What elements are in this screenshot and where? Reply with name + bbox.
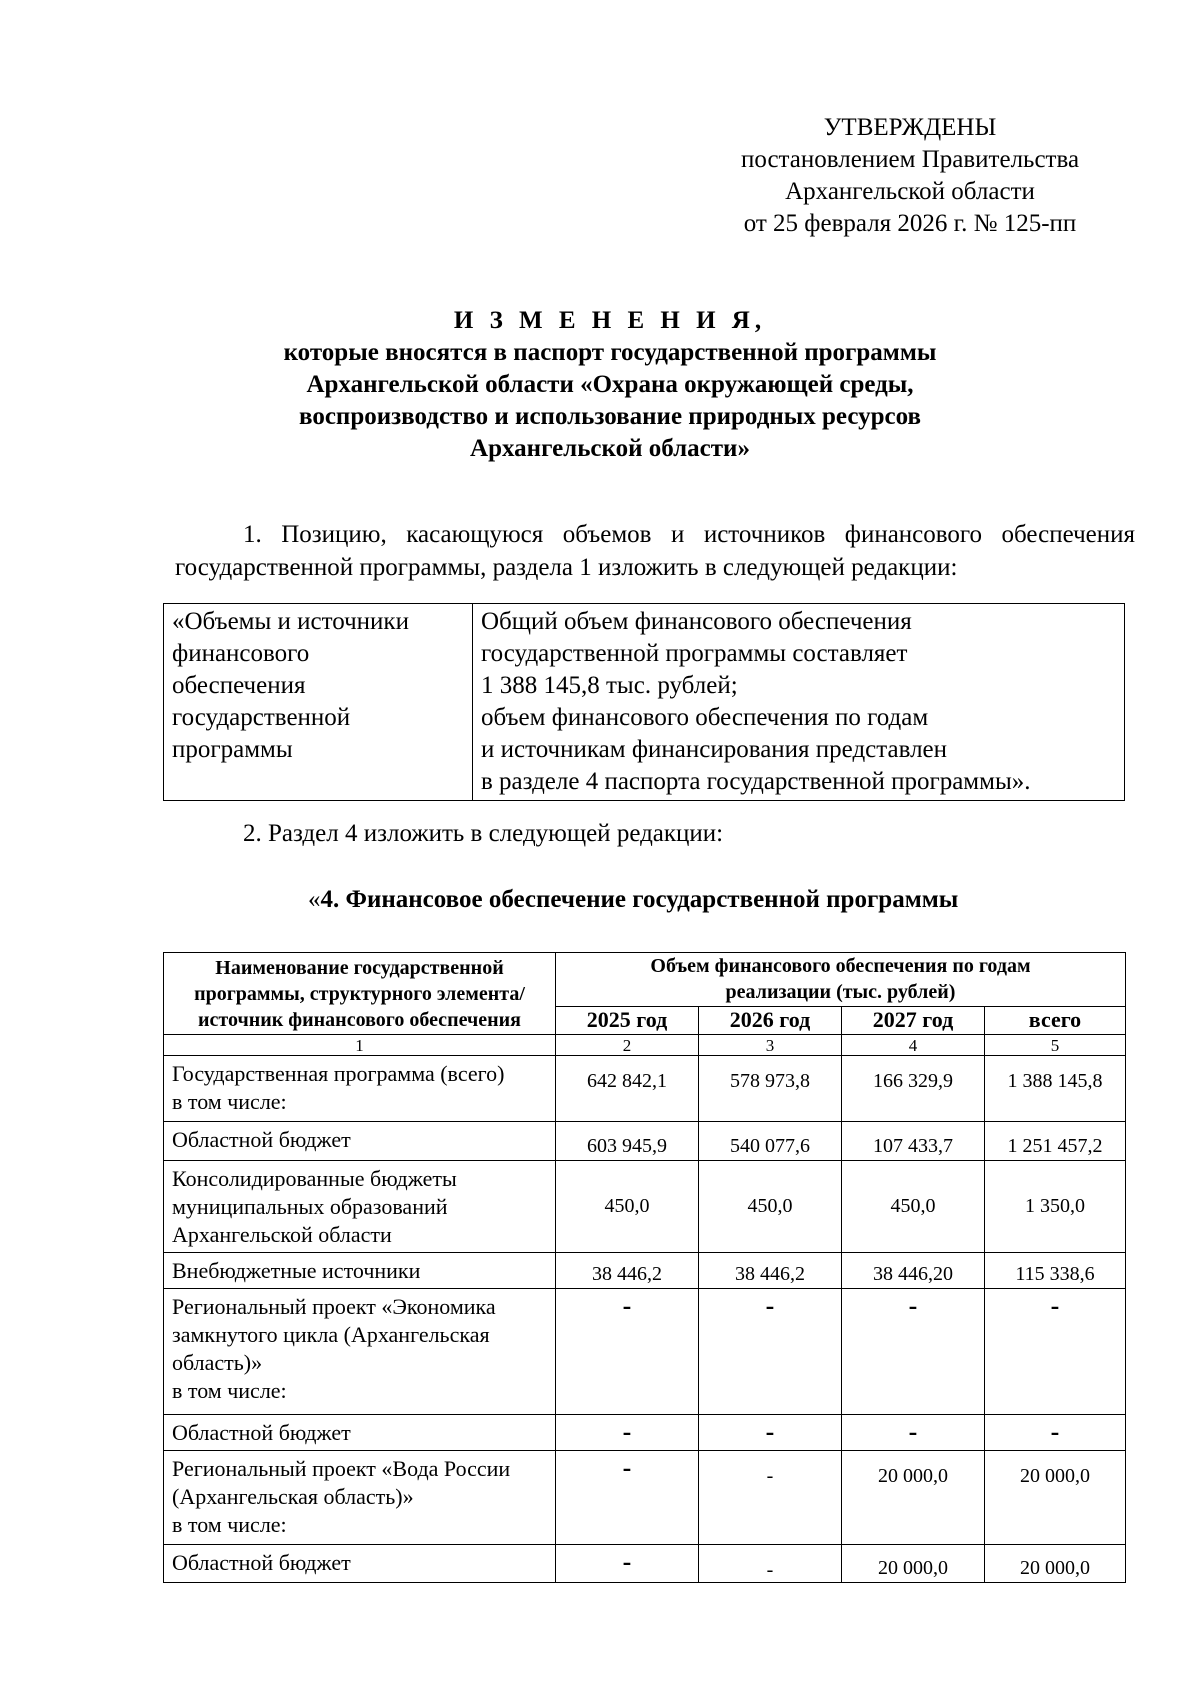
cell-value: 1 350,0 xyxy=(985,1161,1126,1253)
text-line: объем финансового обеспечения по годам xyxy=(481,704,929,731)
table-row xyxy=(164,1253,1126,1289)
title-line-4: воспроизводство и использование природных ресурсов xyxy=(299,403,921,430)
cell-value: 450,0 xyxy=(699,1161,842,1253)
cell-value: 1 388 145,8 xyxy=(985,1056,1126,1122)
section-heading xyxy=(308,886,958,914)
approval-stamp xyxy=(700,112,1120,240)
cell-value: 20 000,0 xyxy=(842,1451,985,1545)
cell-value: - xyxy=(556,1545,699,1583)
column-number: 1 xyxy=(164,1035,556,1056)
title-line-3: Архангельской области «Охрана окружающей среды, xyxy=(306,371,914,398)
cell-value: 38 446,2 xyxy=(556,1253,699,1289)
header-year-2027: 2027 год xyxy=(842,1007,985,1035)
cell-value: - xyxy=(699,1415,842,1451)
row-name xyxy=(164,1253,556,1289)
paragraph-1: 1. Позицию, касающуюся объемов и источников финансового обеспечения государственной программы, раздела 1 изложить в следующей редакции: xyxy=(175,521,1135,581)
cell-value: 450,0 xyxy=(842,1161,985,1253)
column-number: 2 xyxy=(556,1035,699,1056)
row-name-line: Внебюджетные источники xyxy=(172,1258,421,1283)
cell-value: 20 000,0 xyxy=(985,1451,1126,1545)
row-name xyxy=(164,1122,556,1161)
row-name-line: в том числе: xyxy=(172,1089,287,1114)
row-name-line: Региональный проект «Экономика xyxy=(172,1294,496,1319)
label-line: финансового xyxy=(172,640,310,667)
row-name xyxy=(164,1161,556,1253)
cell-value: 38 446,20 xyxy=(842,1253,985,1289)
cell-value: 115 338,6 xyxy=(985,1253,1126,1289)
cell-value: 540 077,6 xyxy=(699,1122,842,1161)
column-number: 4 xyxy=(842,1035,985,1056)
cell-value: - xyxy=(556,1451,699,1545)
header-year-2026: 2026 год xyxy=(699,1007,842,1035)
approval-line-2: постановлением Правительства xyxy=(740,146,1080,173)
funding-position-text xyxy=(473,604,1125,801)
table-row xyxy=(164,1122,1126,1161)
text-line: государственной программы составляет xyxy=(481,640,908,667)
title-line-5: Архангельской области» xyxy=(470,435,750,462)
cell-value: - xyxy=(699,1451,842,1545)
funding-position-table xyxy=(163,603,1125,801)
text-line: Общий объем финансового обеспечения xyxy=(481,608,912,635)
row-name-line: Областной бюджет xyxy=(172,1550,351,1575)
table-row xyxy=(164,1451,1126,1545)
cell-value: 642 842,1 xyxy=(556,1056,699,1122)
cell-value: 603 945,9 xyxy=(556,1122,699,1161)
column-number: 5 xyxy=(985,1035,1126,1056)
row-name-line: Архангельской области xyxy=(172,1222,392,1247)
cell-value: - xyxy=(985,1289,1126,1415)
label-line: обеспечения xyxy=(172,672,306,699)
cell-value: 1 251 457,2 xyxy=(985,1122,1126,1161)
row-name-line: Государственная программа (всего) xyxy=(172,1061,505,1086)
text-line: 1 388 145,8 тыс. рублей; xyxy=(481,672,738,699)
header-volume-line: Объем финансового обеспечения по годам xyxy=(650,955,1031,977)
cell-value: 20 000,0 xyxy=(985,1545,1126,1583)
cell-value: 166 329,9 xyxy=(842,1056,985,1122)
section-heading-text: 4. Финансовое обеспечение государственной программы xyxy=(320,886,959,913)
row-name-line: в том числе: xyxy=(172,1512,287,1537)
label-line: «Объемы и источники xyxy=(172,608,409,635)
column-number: 3 xyxy=(699,1035,842,1056)
row-name-line: Областной бюджет xyxy=(172,1127,351,1152)
header-year-2025: 2025 год xyxy=(556,1007,699,1035)
cell-value: - xyxy=(699,1545,842,1583)
header-volume-line: реализации (тыс. рублей) xyxy=(725,981,956,1003)
cell-value: - xyxy=(556,1289,699,1415)
cell-value: 20 000,0 xyxy=(842,1545,985,1583)
title-line-2: которые вносятся в паспорт государственной программы xyxy=(283,339,937,366)
cell-value: 107 433,7 xyxy=(842,1122,985,1161)
row-name-line: Региональный проект «Вода России xyxy=(172,1456,511,1481)
row-name xyxy=(164,1056,556,1122)
cell-value: - xyxy=(699,1289,842,1415)
row-name-line: область)» xyxy=(172,1350,263,1375)
cell-value: 578 973,8 xyxy=(699,1056,842,1122)
header-name-line: источник финансового обеспечения xyxy=(198,1008,521,1031)
header-total: всего xyxy=(985,1007,1126,1035)
section-heading-quote: « xyxy=(308,886,321,913)
header-name-cell xyxy=(164,953,556,1035)
cell-value: 450,0 xyxy=(556,1161,699,1253)
header-name-line: Наименование государственной xyxy=(215,956,504,979)
row-name-line: в том числе: xyxy=(172,1378,287,1403)
approval-line-4: от 25 февраля 2026 г. № 125-пп xyxy=(743,210,1077,237)
paragraph-2: 2. Раздел 4 изложить в следующей редакции: xyxy=(243,820,724,847)
table-row xyxy=(164,1289,1126,1415)
label-line: государственной xyxy=(172,704,351,731)
row-name-line: замкнутого цикла (Архангельская xyxy=(172,1322,490,1347)
row-name-line: (Архангельская область)» xyxy=(172,1484,414,1509)
approval-line-3: Архангельской области xyxy=(785,178,1035,205)
table-row xyxy=(164,1056,1126,1122)
title-main: И З М Е Н Е Н И Я, xyxy=(453,307,767,334)
row-name-line: Областной бюджет xyxy=(172,1420,351,1445)
table-row xyxy=(164,1161,1126,1253)
row-name xyxy=(164,1289,556,1415)
table-row xyxy=(164,1415,1126,1451)
document-title xyxy=(160,305,1060,465)
financing-table xyxy=(163,952,1126,1583)
row-name-line: Консолидированные бюджеты xyxy=(172,1166,457,1191)
approval-line-1: УТВЕРЖДЕНЫ xyxy=(823,114,997,141)
cell-value: 38 446,2 xyxy=(699,1253,842,1289)
cell-value: - xyxy=(842,1415,985,1451)
funding-position-label xyxy=(164,604,473,801)
text-line: и источникам финансирования представлен xyxy=(481,736,948,763)
header-volume-cell xyxy=(556,953,1126,1007)
cell-value: - xyxy=(556,1415,699,1451)
row-name-line: муниципальных образований xyxy=(172,1194,448,1219)
table-row xyxy=(164,1545,1126,1583)
label-line: программы xyxy=(172,736,293,763)
row-name xyxy=(164,1415,556,1451)
cell-value: - xyxy=(985,1415,1126,1451)
row-name xyxy=(164,1545,556,1583)
cell-value: - xyxy=(842,1289,985,1415)
text-line: в разделе 4 паспорта государственной программы». xyxy=(481,768,1031,795)
header-name-line: программы, структурного элемента/ xyxy=(194,982,525,1005)
row-name xyxy=(164,1451,556,1545)
